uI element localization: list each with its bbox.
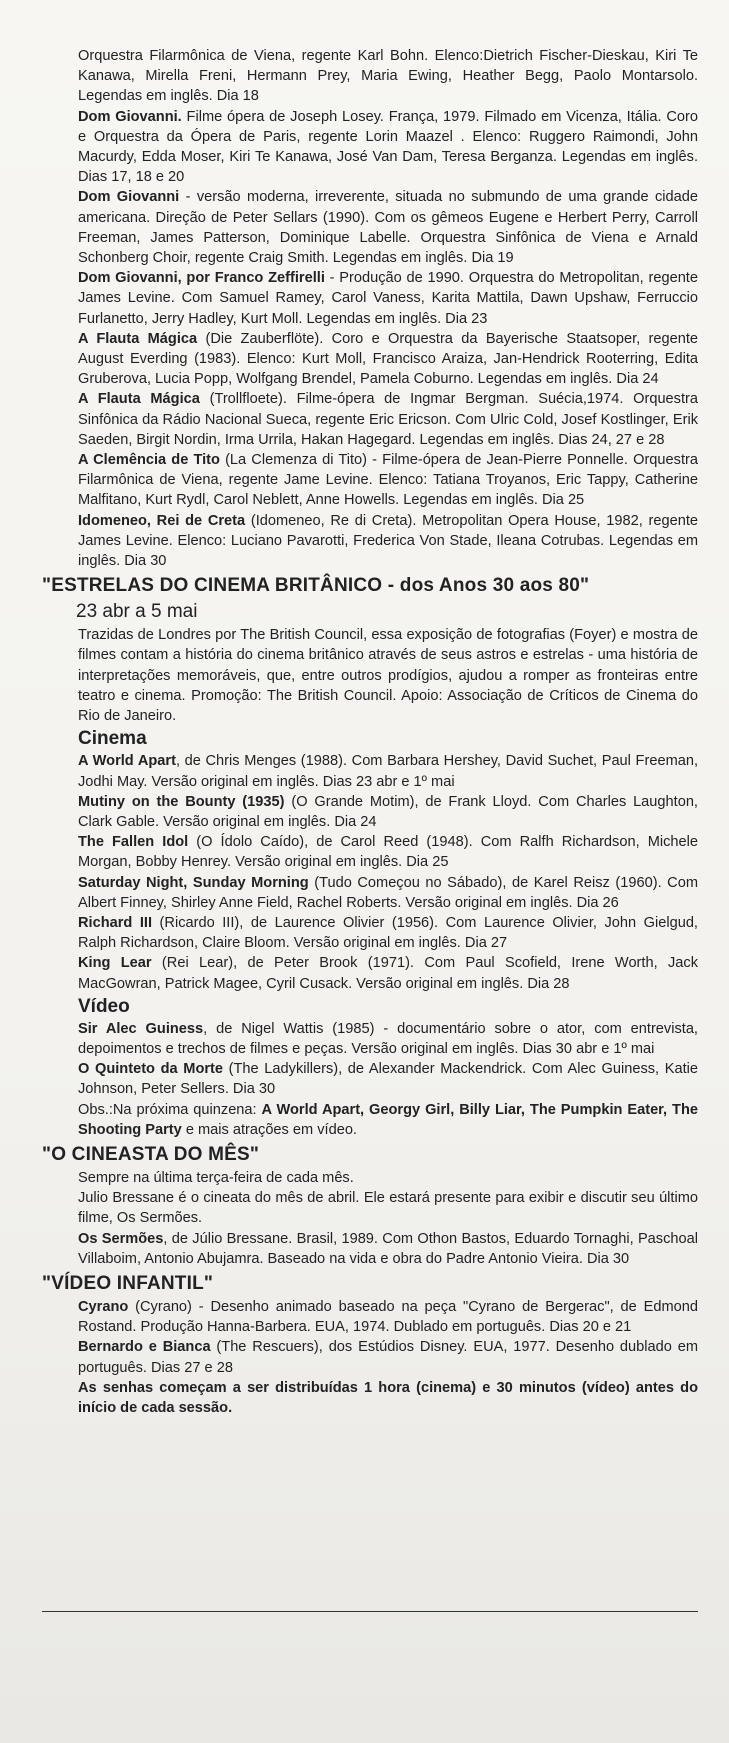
section-title-estrelas: "ESTRELAS DO CINEMA BRITÂNICO - dos Anos 30 aos 80" [42, 575, 590, 597]
entry-text: , de Nigel Wattis (1985) - documentário sobre o ator, com entrevista, depoimentos e trechos de filmes e peças. Versão original em inglês. Dias 30 abr e 1º mai [78, 1020, 698, 1057]
entry-title: Saturday Night, Sunday Morning [78, 874, 309, 891]
subheading-cinema: Cinema [78, 728, 147, 750]
entry-text: (Rei Lear), de Peter Brook (1971). Com Paul Scofield, Irene Worth, Jack MacGowran, Patrick Magee, Cyril Cusack. Versão original em inglês. Dia 28 [78, 955, 698, 992]
entry-title: O Quinteto da Morte [78, 1061, 224, 1078]
entry-text: (Trollfloete). Filme-ópera de Ingmar Bergman. Suécia,1974. Orquestra Sinfônica da Rádio Nacional Sueca, regente Eric Ericson. Com Ulric Cold, Josef Kostlinger, Erik Saeden, Birgit Nordin, Irma Urrila, Hakan Hagegard. Legendas em inglês. Dias 24, 27 e 28 [78, 391, 699, 448]
entry-text: (La Clemenza di Tito) - Filme-ópera de Jean-Pierre Ponnelle. Orquestra Filarmônica de Viena, regente Jame Levine. Elenco: Tatiana Troyanos, Eric Tappy, Catherine Malfitano, Kurt Rydl, Carol Neblett, Anne Howells. Legendas em inglês. Dia 25 [78, 452, 698, 509]
cinema-entry-2 [78, 832, 698, 872]
entry-text: (Tudo Começou no Sábado), de Karel Reisz (1960). Com Albert Finney, Shirley Anne Field, Rachel Roberts. Versão original em inglês. Dia 26 [78, 874, 698, 911]
entry-text: - Produção de 1990. Orquestra do Metropolitan, regente James Levine. Com Samuel Ramey, Carol Vaness, Karita Mattila, Dawn Upshaw, Ferruccio Furlanetto, Jerry Hadley, Kurt Moll. Legendas em inglês. Dia 23 [78, 270, 698, 327]
mozart-entry-2 [78, 187, 698, 268]
entry-title: A Clemência de Tito [78, 452, 220, 469]
estrelas-intro: Trazidas de Londres por The British Council, essa exposição de fotografias (Foyer) e mostra de filmes contam a história do cinema britânico através de seus astros e estrelas - uma história de interpretações memoráveis, que, entre outros prodígios, ajudou a romper as fronteiras entre teatro e cinema. Promoção: The British Council. Apoio: Associação de Críticos de Cinema do Rio de Janeiro. [78, 627, 698, 725]
entry-text: (Idomeneo, Re di Creta). Metropolitan Opera House, 1982, regente James Levine. Elenco: Luciano Pavarotti, Frederica Von Stade, Ileana Cotrubas. Legendas em inglês. Dia 30 [78, 512, 698, 570]
entry-text: Orquestra Filarmônica de Viena, regente Karl Bohn. Elenco:Dietrich Fischer-Dieskau, Kiri Te Kanawa, Mirella Freni, Hermann Prey, Maria Ewing, Heather Begg, Paolo Montarsolo. Legendas em inglês. Dia 18 [78, 48, 698, 105]
video-entry-0 [78, 1019, 698, 1059]
entry-title: Cyrano [78, 1298, 129, 1315]
cinema-entry-5 [78, 953, 698, 993]
mozart-entry-6 [78, 450, 698, 511]
entry-title: Mutiny on the Bounty (1935) [78, 793, 285, 810]
program-column [42, 46, 699, 1418]
cinema-entry-4 [78, 913, 698, 953]
cinema-entry-1 [78, 792, 698, 832]
obs-note [78, 1100, 698, 1140]
entry-text: (Ricardo III), de Laurence Olivier (1956). Com Laurence Olivier, John Gielgud, Ralph Richardson, Claire Bloom. Versão original em inglês. Dia 27 [78, 914, 698, 952]
entry-text: (O Ídolo Caído), de Carol Reed (1948). Com Ralfh Richardson, Michele Morgan, Bobby Henrey. Versão original em inglês. Dia 25 [78, 834, 698, 871]
entry-text: (Die Zauberflöte). Coro e Orquestra da Bayerische Staatsoper, regente August Everding (1983). Elenco: Kurt Moll, Francisco Araiza, Jan-Hendrick Rooterring, Edita Gruberova, Lucia Popp, Wolfgang Brendel, Pamela Coburno. Legendas em inglês. Dia 24 [78, 330, 699, 388]
subheading-video: Vídeo [78, 995, 130, 1017]
entry-title: Sir Alec Guiness [78, 1020, 204, 1037]
mozart-entry-7 [78, 511, 698, 572]
infantil-entry-0 [78, 1297, 698, 1337]
entry-title: Dom Giovanni [78, 189, 180, 206]
entry-title: A World Apart [78, 753, 176, 770]
obs-prefix: Obs.:Na próxima quinzena: [78, 1101, 262, 1118]
cineasta-film [78, 1229, 698, 1269]
cinema-entry-0 [78, 751, 698, 791]
entry-text: (O Grande Motim), de Frank Lloyd. Com Charles Laughton, Clark Gable. Versão original em inglês. Dia 24 [78, 793, 698, 830]
entry-title: Richard III [78, 914, 153, 931]
mozart-entry-5 [78, 389, 698, 450]
entry-title: Dom Giovanni, por Franco Zeffirelli [78, 270, 325, 287]
entry-text: , de Chris Menges (1988). Com Barbara Hershey, David Suchet, Paul Freeman, Jodhi May. Versão original em inglês. Dias 23 abr e 1º mai [78, 753, 699, 790]
cinema-entry-3 [78, 873, 698, 913]
section-title-infantil: "VÍDEO INFANTIL" [42, 1272, 214, 1294]
mozart-entry-0 [78, 46, 698, 107]
section-dates-estrelas: 23 abr a 5 mai [76, 601, 198, 623]
cineasta-line-1: Sempre na última terça-feira de cada mês. [78, 1169, 354, 1186]
entry-text: (The Ladykillers), de Alexander Mackendrick. Com Alec Guiness, Katie Johnson, Peter Sellers. Dia 30 [78, 1061, 698, 1098]
entry-title: Os Sermões [78, 1230, 164, 1247]
mozart-entry-4 [78, 329, 698, 390]
infantil-entry-1 [78, 1337, 698, 1377]
divider-rule [42, 1611, 698, 1612]
section-title-cineasta: "O CINEASTA DO MÊS" [42, 1143, 260, 1165]
mozart-entry-3 [78, 268, 698, 329]
cineasta-line-2: Julio Bressane é o cineata do mês de abril. Ele estará presente para exibir e discutir seu último filme, Os Sermões. [78, 1190, 698, 1227]
entry-title: Bernardo e Bianca [78, 1339, 211, 1356]
mozart-entry-1 [78, 107, 698, 188]
entry-text: (The Rescuers), dos Estúdios Disney. EUA, 1977. Desenho dublado em português. Dias 27 e 28 [78, 1339, 698, 1376]
tickets-note: As senhas começam a ser distribuídas 1 hora (cinema) e 30 minutos (vídeo) antes do início de cada sessão. [78, 1379, 698, 1416]
obs-suffix: e mais atrações em vídeo. [181, 1121, 357, 1138]
entry-text: Filme ópera de Joseph Losey. França, 1979. Filmado em Vicenza, Itália. Coro e Orquestra da Ópera de Paris, regente Lorin Maazel . Elenco: Ruggero Raimondi, John Macurdy, Edda Moser, Kiri Te Kanawa, José Van Dam, Teresa Berganza. Legendas em inglês. Dias 17, 18 e 20 [78, 108, 698, 186]
entry-title: Dom Giovanni. [78, 108, 182, 125]
entry-title: Idomeneo, Rei de Creta [78, 512, 246, 529]
entry-title: A Flauta Mágica [78, 391, 200, 408]
entry-text: , de Júlio Bressane. Brasil, 1989. Com Othon Bastos, Eduardo Tornaghi, Paschoal Villaboim, Antonio Abujamra. Baseado na vida e obra do Padre Antonio Vieira. Dia 30 [78, 1230, 698, 1267]
entry-text: - versão moderna, irreverente, situada no submundo de uma grande cidade americana. Direção de Peter Sellars (1990). Com os gêmeos Eugene e Herbert Perry, Carroll Freeman, James Patterson, Dominique Labelle. Orquestra Sinfônica de Viena e Arnald Schonberg Choir, regente Craig Smith. Legendas em inglês. Dia 19 [78, 189, 698, 267]
entry-title: A Flauta Mágica [78, 330, 198, 347]
entry-title: King Lear [78, 955, 152, 972]
entry-text: (Cyrano) - Desenho animado baseado na peça "Cyrano de Bergerac", de Edmond Rostand. Produção Hanna-Barbera. EUA, 1974. Dublado em português. Dias 20 e 21 [78, 1298, 698, 1336]
obs-titles: A World Apart, Georgy Girl, Billy Liar, The Pumpkin Eater, The Shooting Party [78, 1101, 698, 1138]
entry-title: The Fallen Idol [78, 834, 189, 851]
video-entry-1 [78, 1059, 698, 1099]
